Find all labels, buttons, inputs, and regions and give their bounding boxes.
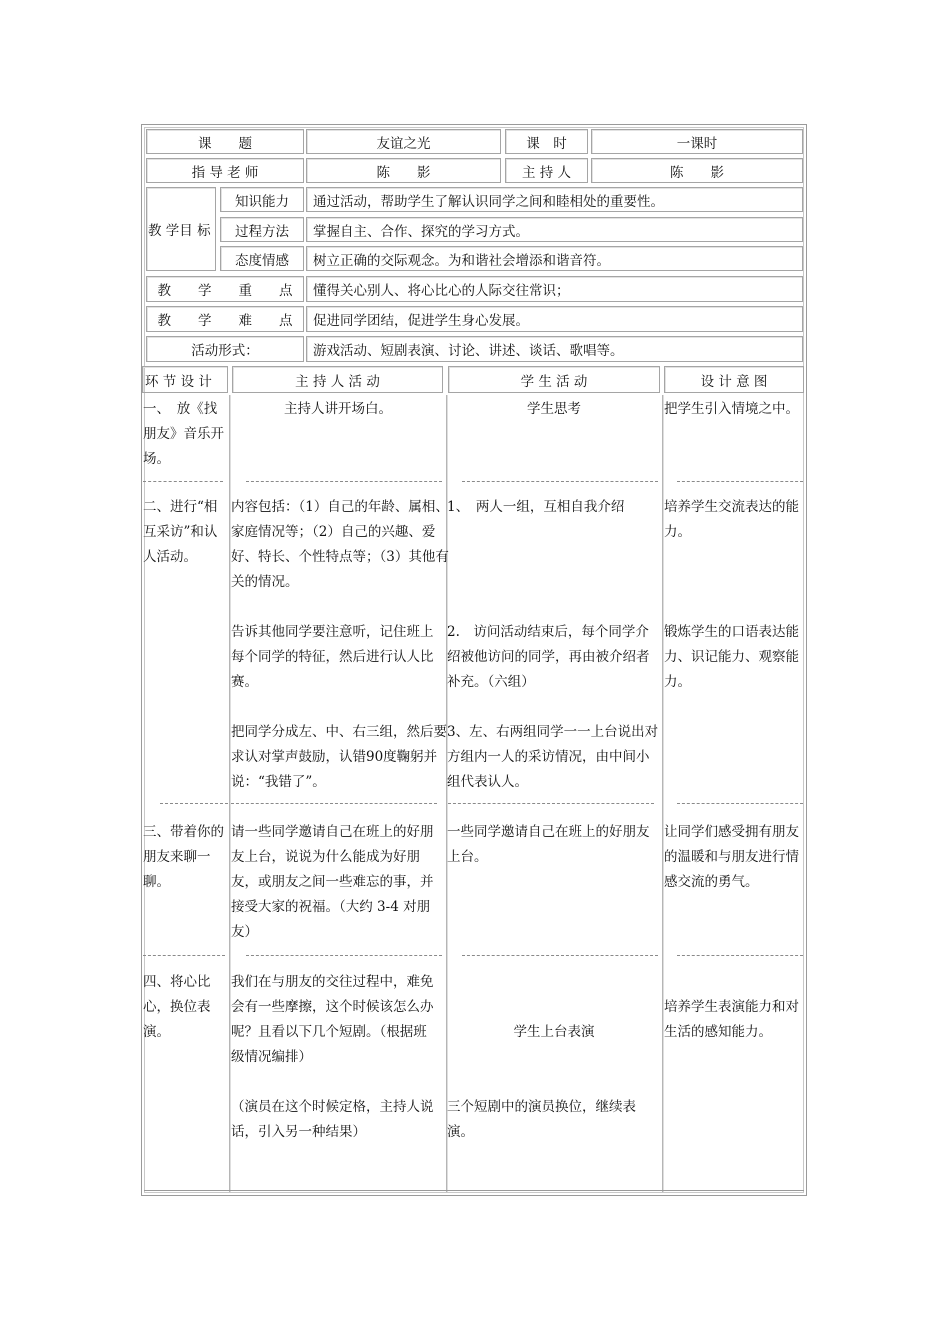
key-point-text: 懂得关心别人、将心比心的人际交往常识；	[306, 276, 803, 302]
stage-1: 一、 放《找 朋友》音乐开 场。	[143, 401, 224, 467]
stage-3: 三、带着你的 朋友来聊一 聊。	[143, 824, 224, 890]
column-header-stage: 环 节 设 计	[142, 366, 228, 393]
student-activity-2c: 3、左、右两组同学一一上台说出对 方组内一人的采访情况，由中间小 组代表认人。	[447, 724, 659, 790]
teacher-value: 陈 影	[306, 158, 501, 183]
design-intent-4: 培养学生表演能力和对 生活的感知能力。	[664, 999, 799, 1040]
design-intent-1: 把学生引入情境之中。	[664, 401, 799, 417]
key-point-label: 教 学 重 点	[146, 276, 304, 302]
column-header-student: 学 生 活 动	[448, 366, 660, 393]
host-activity-2a: 内容包括：（1）自己的年龄、属相、 家庭情况等；（2）自己的兴趣、爱 好、特长、个性特点等；（3）其他有 关的情况。	[231, 499, 449, 590]
host-value: 陈 影	[591, 158, 803, 183]
stage-4: 四、将心比 心，换位表 演。	[143, 974, 211, 1040]
design-intent-3: 让同学们感受拥有朋友 的温暖和与朋友进行情 感交流的勇气。	[664, 824, 799, 890]
host-activity-2c: 把同学分成左、中、右三组，然后要 求认对掌声鼓励，认错90度鞠躬并 说：“我错了”。	[231, 724, 447, 790]
host-activity-3: 请一些同学邀请自己在班上的好朋 友上台，说说为什么能成为好朋 友，或朋友之间一些难忘的事，并 接受大家的祝福。（大约 3-4 对朋 友）	[231, 824, 434, 940]
column-header-host: 主 持 人 活 动	[232, 366, 443, 393]
form-label: 活动形式：	[146, 336, 304, 362]
course-value: 友谊之光	[306, 129, 501, 154]
separator-line	[246, 955, 442, 956]
host-activity-1: 主持人讲开场白。	[284, 401, 392, 417]
separator-line	[246, 481, 442, 482]
host-activity-2b: 告诉其他同学要注意听，记住班上 每个同学的特征，然后进行认人比 赛。	[231, 624, 434, 690]
column-divider	[229, 395, 230, 1192]
separator-line	[677, 803, 803, 804]
column-header-intent: 设 计 意 图	[664, 366, 804, 393]
separator-line	[160, 803, 228, 804]
goal-name-process: 过程方法	[220, 217, 304, 242]
goal-name-knowledge: 知识能力	[220, 187, 304, 212]
design-intent-2a: 培养学生交流表达的能 力。	[664, 499, 799, 540]
table-bottom-border	[144, 1190, 804, 1191]
goals-label: 教 学目 标	[146, 187, 216, 271]
student-activity-2a: 1、 两人一组，互相自我介绍	[447, 499, 625, 515]
student-activity-4a: 学生上台表演	[513, 1024, 595, 1040]
separator-line	[462, 955, 658, 956]
stage-2: 二、进行“相 互采访”和认 人活动。	[143, 499, 218, 565]
student-activity-3: 一些同学邀请自己在班上的好朋友 上台。	[447, 824, 650, 865]
separator-line	[462, 481, 658, 482]
goal-text-knowledge: 通过活动，帮助学生了解认识同学之间和睦相处的重要性。	[306, 187, 803, 212]
host-activity-4a: 我们在与朋友的交往过程中，难免 会有一些摩擦，这个时候该怎么办 呢？且看以下几个短剧。（根据班 级情况编排）	[231, 974, 434, 1065]
goal-text-process: 掌握自主、合作、探究的学习方式。	[306, 217, 803, 242]
separator-line	[677, 481, 803, 482]
period-value: 一课时	[591, 129, 803, 154]
host-label: 主 持 人	[505, 158, 588, 183]
goal-name-attitude: 态度情感	[220, 246, 304, 271]
teacher-label: 指 导 老 师	[146, 158, 304, 183]
student-activity-2b: 2. 访问活动结束后，每个同学介 绍被他访问的同学，再由被介绍者 补充。（六组）	[447, 624, 650, 690]
separator-line	[143, 481, 223, 482]
host-activity-4b: （演员在这个时候定格，主持人说 话，引入另一种结果）	[231, 1099, 434, 1140]
difficulty-label: 教 学 难 点	[146, 306, 304, 332]
form-text: 游戏活动、短剧表演、讨论、讲述、谈话、歌唱等。	[306, 336, 803, 362]
separator-line	[231, 803, 437, 804]
design-intent-2b: 锻炼学生的口语表达能 力、识记能力、观察能 力。	[664, 624, 799, 690]
student-activity-4b: 三个短剧中的演员换位，继续表 演。	[447, 1099, 636, 1140]
difficulty-text: 促进同学团结，促进学生身心发展。	[306, 306, 803, 332]
separator-line	[143, 955, 225, 956]
separator-line	[448, 803, 654, 804]
separator-line	[677, 955, 803, 956]
student-activity-1: 学生思考	[527, 401, 581, 417]
course-label: 课 题	[146, 129, 304, 154]
period-label: 课 时	[505, 129, 588, 154]
goal-text-attitude: 树立正确的交际观念。为和谐社会增添和谐音符。	[306, 246, 803, 271]
